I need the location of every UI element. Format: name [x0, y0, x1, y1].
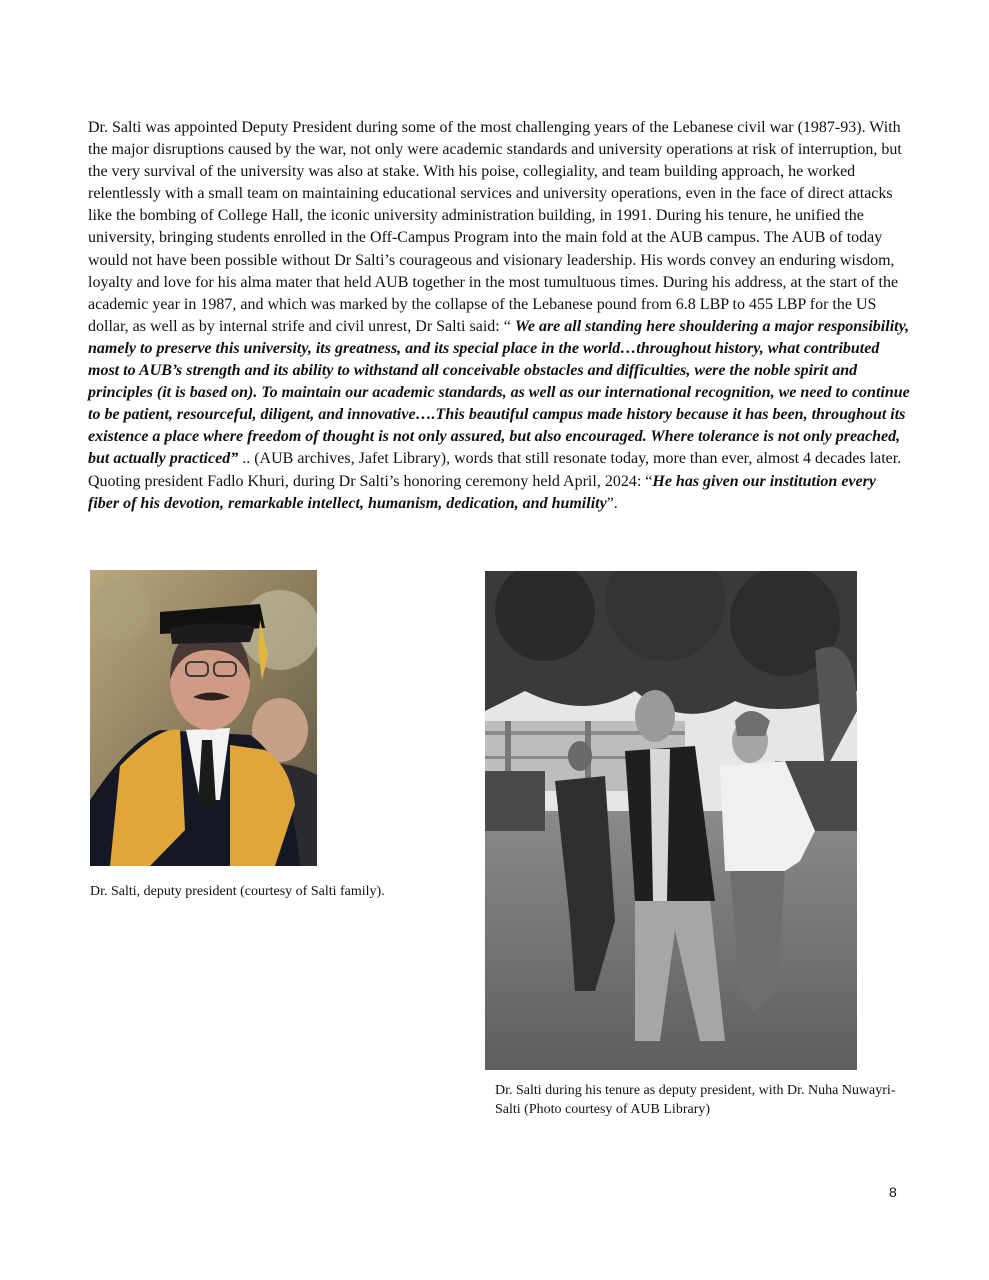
- paragraph-text-end: ”.: [606, 494, 618, 512]
- salti-quote: We are all standing here shouldering a major responsibility, namely to preserve this university, its greatness, and its special place in the world…throughout history, what contributed most to AUB’s strength and its ability to withstand all conceivable obstacles and difficulties, were the noble spirit and principles (it is based on). To maintain our academic standards, as well as our international recognition, we need to continue to be patient, resourceful, diligent, and innovative….This beautiful campus made history because it has been, throughout its existence a place where freedom of thought is not only assured, but also encouraged. Where tolerance is not only preached, but actually practiced”: [88, 317, 910, 468]
- campus-walk-photo: [485, 571, 857, 1070]
- khuri-quote: He has given our institution every fiber of his devotion, remarkable intellect, humanism, dedication, and humility: [88, 472, 876, 512]
- paragraph-text-intro: Dr. Salti was appointed Deputy President during some of the most challenging years of the Lebanese civil war (1987-93). With the major disruptions caused by the war, not only were academic standards and university operations at risk of interruption, but the very survival of the university was also at stake. With his poise, collegiality, and team building approach, he worked relentlessly with a small team on maintaining educational services and university operations, even in the face of direct attacks like the bombing of College Hall, the iconic university administration building, in 1991. During his tenure, he unified the university, bringing students enrolled in the Off-Campus Program into the main fold at the AUB campus. The AUB of today would not have been possible without Dr Salti’s courageous and visionary leadership. His words convey an enduring wisdom, loyalty and love for his alma mater that held AUB together in the most tumultuous times. During his address, at the start of the academic year in 1987, and which was marked by the collapse of the Lebanese pound from 6.8 LBP to 455 LBP for the US dollar, as well as by internal strife and civil unrest, Dr Salti said: “: [88, 119, 902, 335]
- campus-walk-caption: Dr. Salti during his tenure as deputy president, with Dr. Nuha Nuwayri-Salti (Photo courtesy of AUB Library): [495, 1083, 896, 1117]
- portrait-caption: Dr. Salti, deputy president (courtesy of Salti family).: [90, 884, 385, 899]
- page-number: 8: [889, 1184, 897, 1200]
- main-paragraph: [88, 117, 910, 515]
- paragraph-text-middle: .. (AUB archives, Jafet Library), words that still resonate today, more than ever, almost 4 decades later. Quoting president Fadlo Khuri, during Dr Salti’s honoring ceremony held April, 2024: “: [88, 450, 902, 490]
- portrait-photo: [90, 570, 317, 866]
